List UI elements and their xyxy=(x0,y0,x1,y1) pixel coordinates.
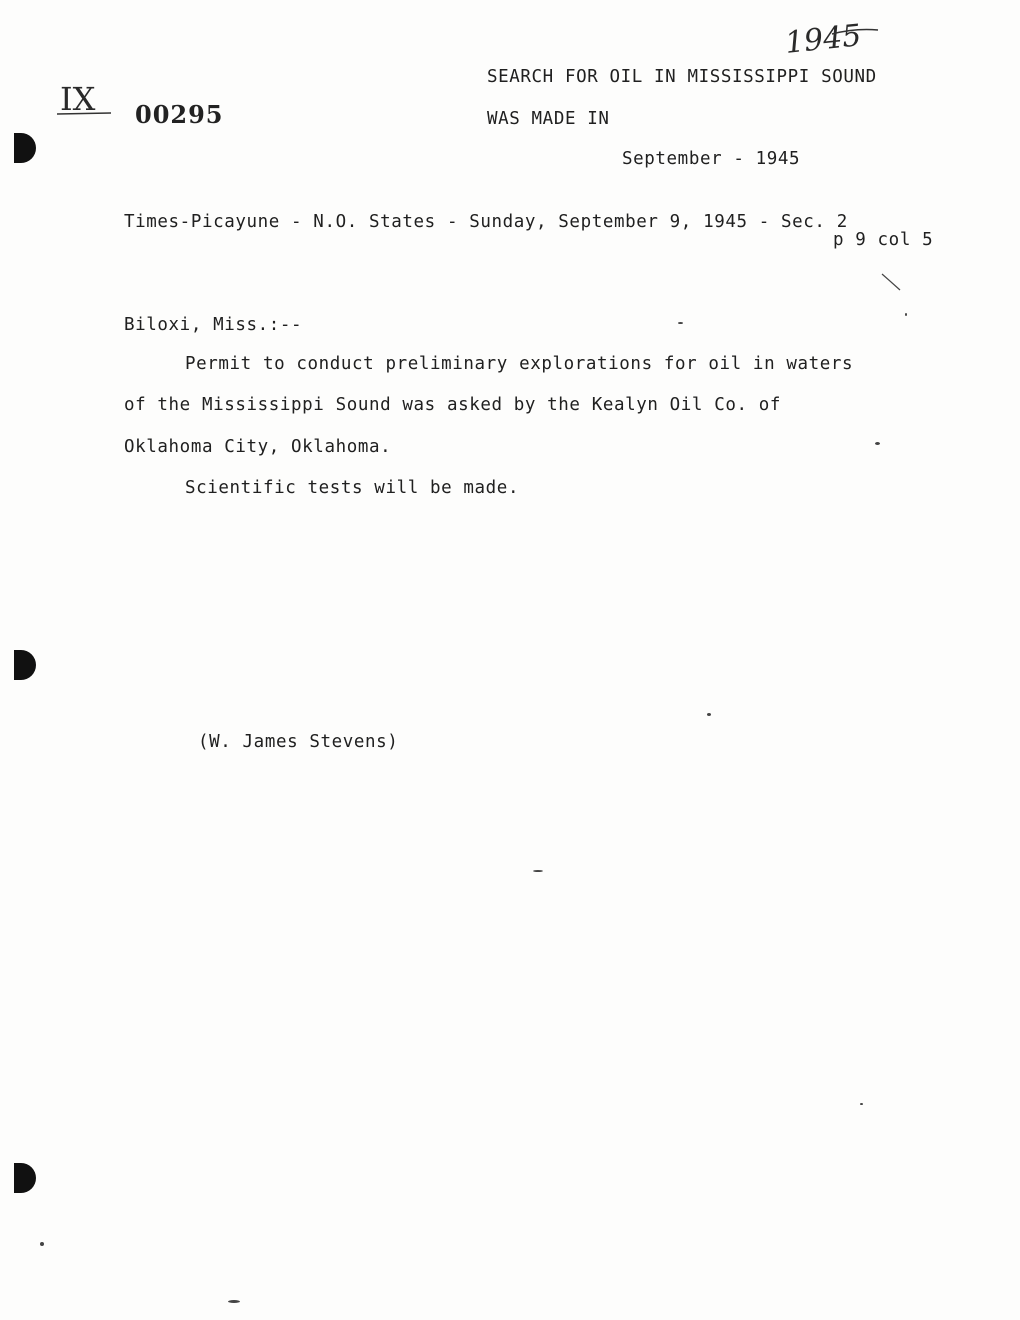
scan-speck xyxy=(40,1242,44,1246)
handwritten-year: 1945 xyxy=(783,18,863,61)
source-page-col: p 9 col 5 xyxy=(833,230,934,250)
source-citation: Times-Picayune - N.O. States - Sunday, September 9, 1945 - Sec. 2 xyxy=(124,212,848,232)
scan-stroke xyxy=(880,272,904,294)
punch-hole-middle xyxy=(14,650,36,680)
file-number: 00295 xyxy=(135,100,224,129)
scan-speck xyxy=(905,313,907,316)
scan-speck xyxy=(875,442,880,445)
paragraph-1-line-1: Permit to conduct preliminary explorations for oil in waters xyxy=(185,354,854,374)
heading-line-1: SEARCH FOR OIL IN MISSISSIPPI SOUND xyxy=(487,67,877,87)
heading-line-2: WAS MADE IN xyxy=(487,109,610,129)
paragraph-1-line-2: of the Mississippi Sound was asked by the Kealyn Oil Co. of xyxy=(124,395,782,415)
punch-hole-bottom xyxy=(14,1163,36,1193)
scan-speck xyxy=(860,1103,863,1105)
scan-speck xyxy=(707,713,711,716)
dateline: Biloxi, Miss.:-- xyxy=(124,315,303,335)
punch-hole-top xyxy=(14,133,36,163)
heading-date: September - 1945 xyxy=(622,149,801,169)
paragraph-1-line-3: Oklahoma City, Oklahoma. xyxy=(124,437,392,457)
paragraph-2: Scientific tests will be made. xyxy=(185,478,520,498)
signature: (W. James Stevens) xyxy=(198,732,399,752)
scan-speck xyxy=(678,322,683,324)
file-mark-underline xyxy=(55,110,115,118)
handwritten-underline xyxy=(830,26,880,38)
file-mark: IX xyxy=(60,80,96,118)
scan-speck xyxy=(228,1300,240,1303)
scan-speck xyxy=(533,870,543,872)
